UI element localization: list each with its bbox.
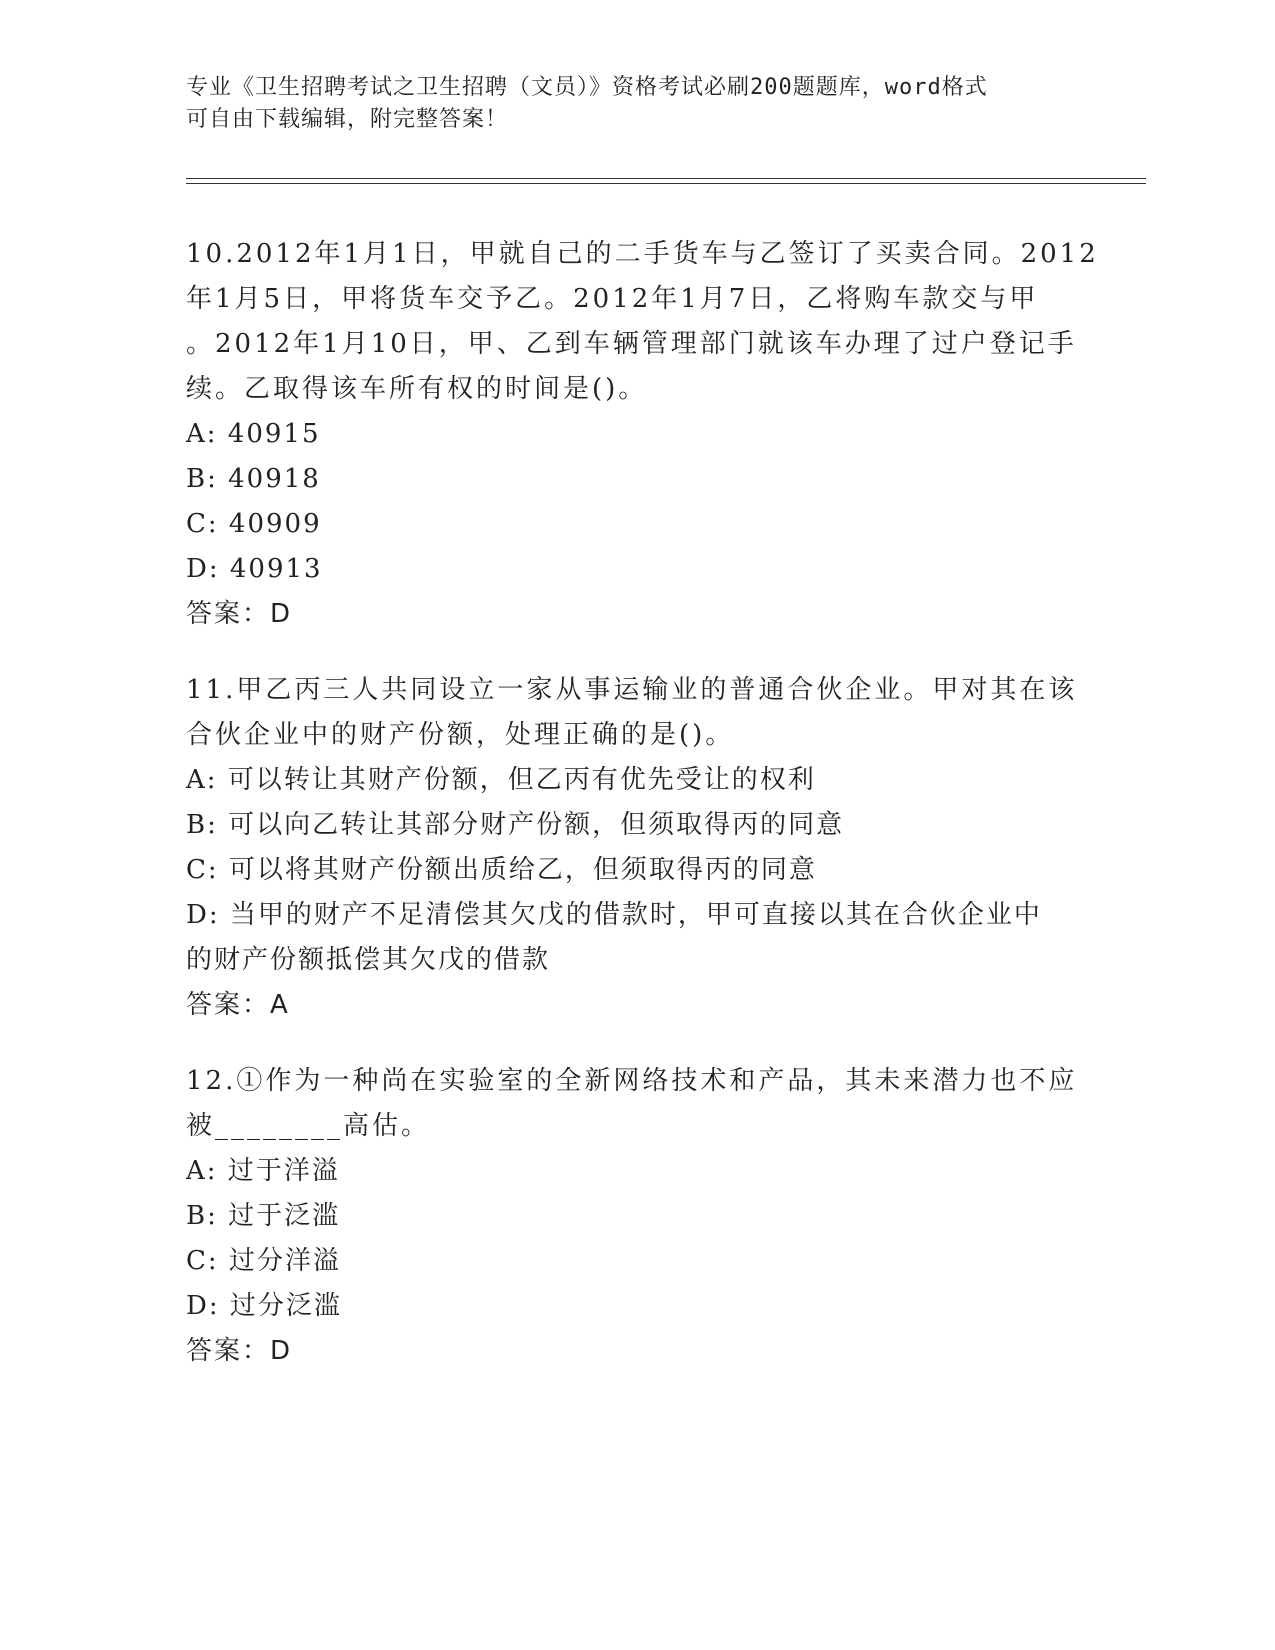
question-list [186,232,1099,1405]
option-d: D: 40913 [186,554,323,584]
option-c: C: 40909 [186,509,322,539]
question-text-line: 11.甲乙丙三人共同设立一家从事运输业的普通合伙企业。甲对其在该 [186,675,1078,705]
option-b: B: 过于泛滥 [186,1201,341,1231]
header-line-1: 专业《卫生招聘考试之卫生招聘（文员）》资格考试必刷200题题库，word格式 [186,75,988,100]
header-line-2: 可自由下载编辑，附完整答案！ [186,107,509,132]
question-text-line: 被________高估。 [186,1111,431,1141]
document-header [186,72,1086,136]
answer-line: 答案：D [186,599,293,629]
header-divider-top [186,178,1146,179]
question-text-line: 12.①作为一种尚在实验室的全新网络技术和产品，其未来潜力也不应 [186,1066,1078,1096]
option-d: D: 当甲的财产不足清偿其欠戊的借款时，甲可直接以其在合伙企业中 [186,900,1042,930]
option-b: B: 40918 [186,464,321,494]
question-10 [186,232,1099,637]
question-text-line: 续。乙取得该车所有权的时间是()。 [186,374,648,404]
header-divider-bottom [186,183,1146,184]
question-text-line: 。2012年1月10日，甲、乙到车辆管理部门就该车办理了过户登记手 [186,329,1077,359]
option-b: B: 可以向乙转让其部分财产份额，但须取得丙的同意 [186,810,845,840]
answer-line: 答案：A [186,990,290,1020]
question-11 [186,668,1086,1028]
question-12 [186,1059,1086,1374]
option-c: C: 过分洋溢 [186,1246,341,1276]
answer-line: 答案：D [186,1336,293,1366]
option-d: D: 过分泛滥 [186,1291,342,1321]
option-a: A: 可以转让其财产份额，但乙丙有优先受让的权利 [186,765,816,795]
option-a: A: 40915 [186,419,321,449]
option-d-continued: 的财产份额抵偿其欠戊的借款 [186,945,551,975]
question-text-line: 10.2012年1月1日，甲就自己的二手货车与乙签订了买卖合同。2012 [186,239,1099,269]
question-text-line: 年1月5日，甲将货车交予乙。2012年1月7日，乙将购车款交与甲 [186,284,1039,314]
option-a: A: 过于洋溢 [186,1156,340,1186]
option-c: C: 可以将其财产份额出质给乙，但须取得丙的同意 [186,855,817,885]
question-text-line: 合伙企业中的财产份额，处理正确的是()。 [186,720,735,750]
